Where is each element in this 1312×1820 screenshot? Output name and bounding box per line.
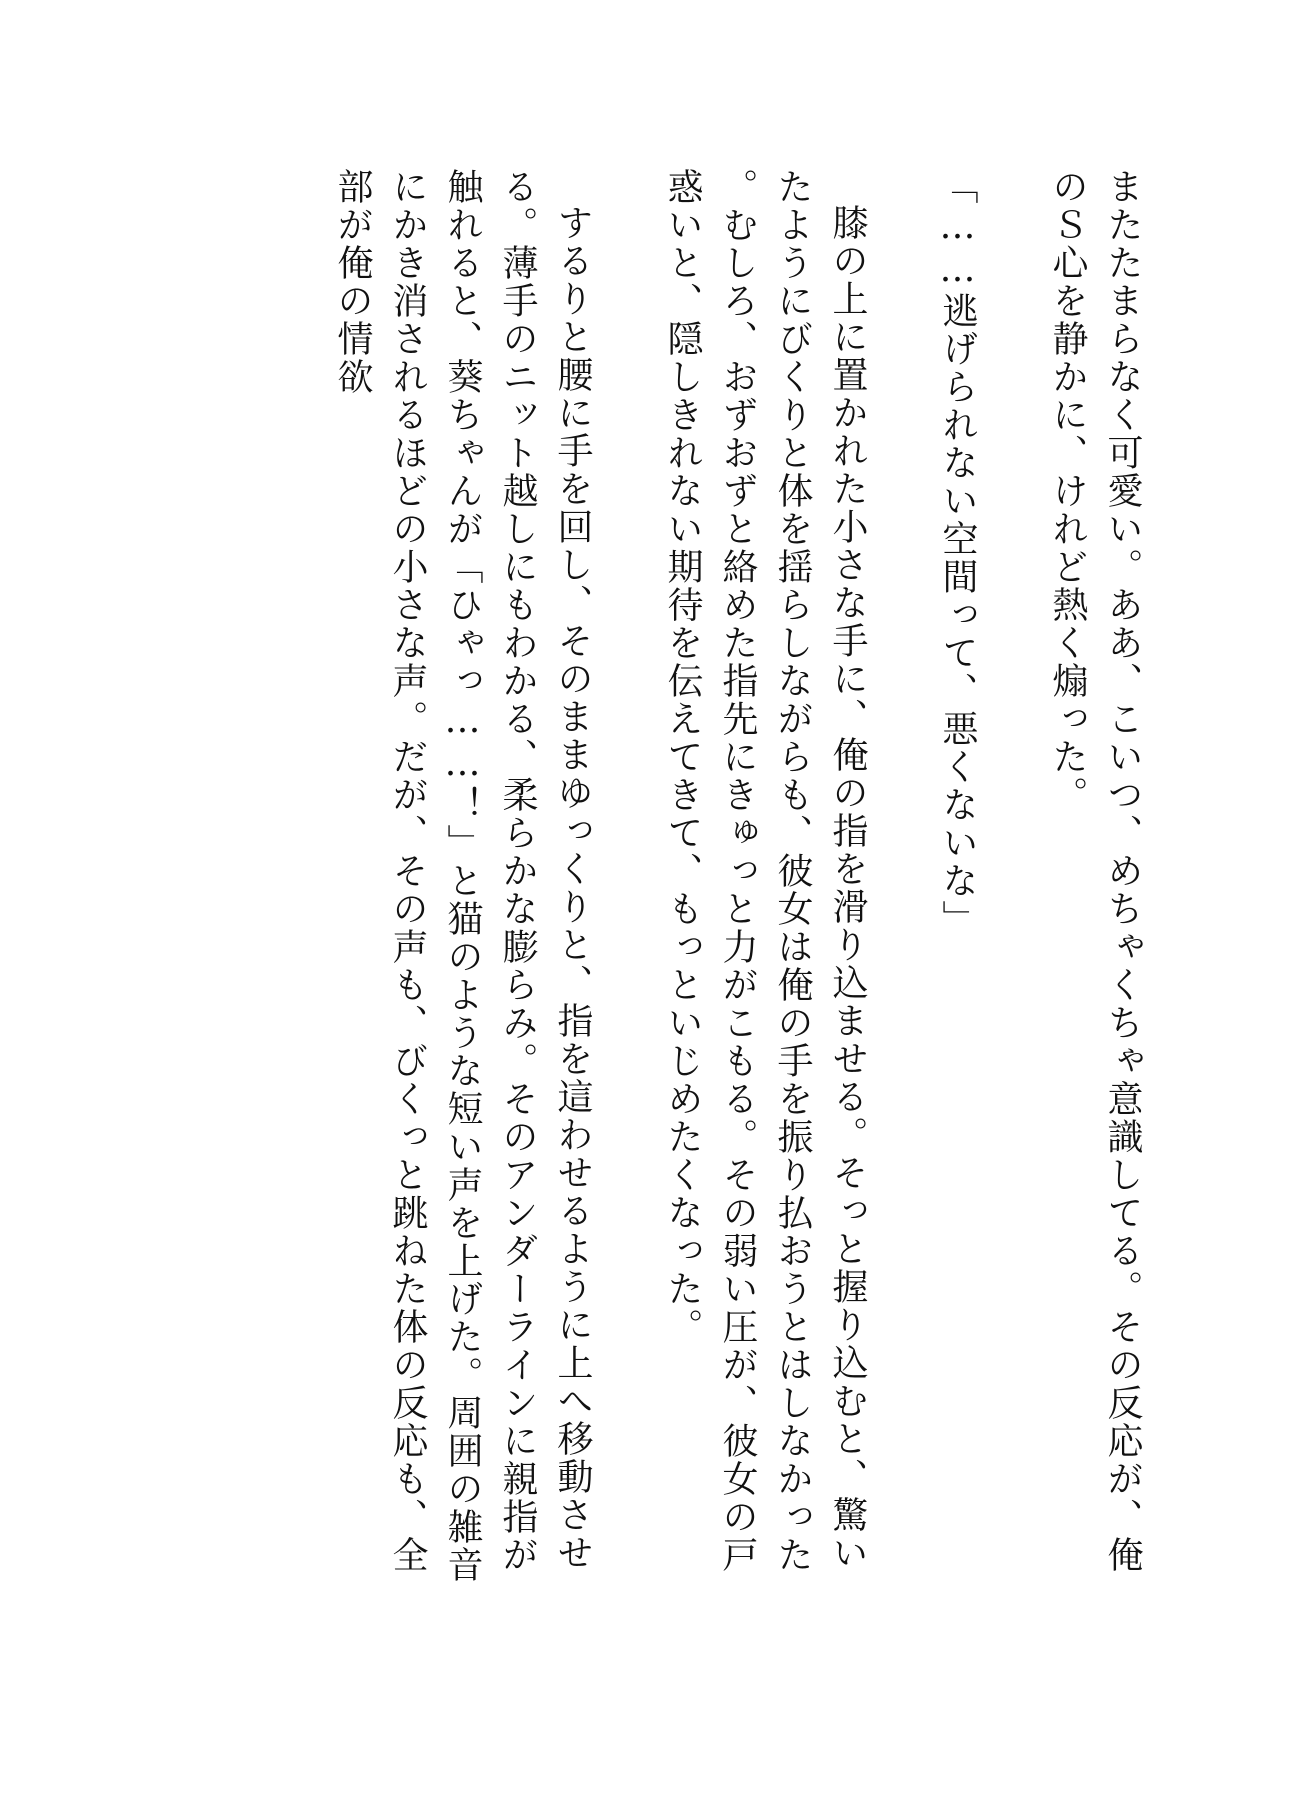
vertical-text-body bbox=[190, 168, 1150, 1608]
blank-line bbox=[985, 168, 1040, 1608]
paragraph-1: またたまらなく可愛い。ああ、こいつ、めちゃくちゃ意識してる。その反応が、俺のＳ心を静かに、けれど熱く煽った。 bbox=[1047, 168, 1143, 1574]
dialogue-line: 「……逃げられない空間って、悪くないな」 bbox=[937, 168, 978, 938]
blank-line bbox=[875, 168, 930, 1608]
paragraph-3: するりと腰に手を回し、そのままゆっくりと、指を這わせるように上へ移動させる。薄手のニット越しにもわかる、柔らかな膨らみ。そのアンダーラインに親指が触れると、葵ちゃんが「ひゃっ……！」と猫のような短い声を上げた。周囲の雑音にかき消されるほどの小さな声。だが、その声も、びくっと跳ねた体の反応も、全部が俺の情欲 bbox=[332, 168, 593, 1584]
paragraph-2: 膝の上に置かれた小さな手に、俺の指を滑り込ませる。そっと握り込むと、驚いたようにびくりと体を揺らしながらも、彼女は俺の手を振り払おうとはしなかった。むしろ、おずおずと絡めた指先にきゅっと力がこもる。その弱い圧が、彼女の戸惑いと、隠しきれない期待を伝えてきて、もっといじめたくなった。 bbox=[662, 168, 868, 1574]
page bbox=[190, 168, 1150, 1608]
blank-line bbox=[600, 168, 655, 1608]
